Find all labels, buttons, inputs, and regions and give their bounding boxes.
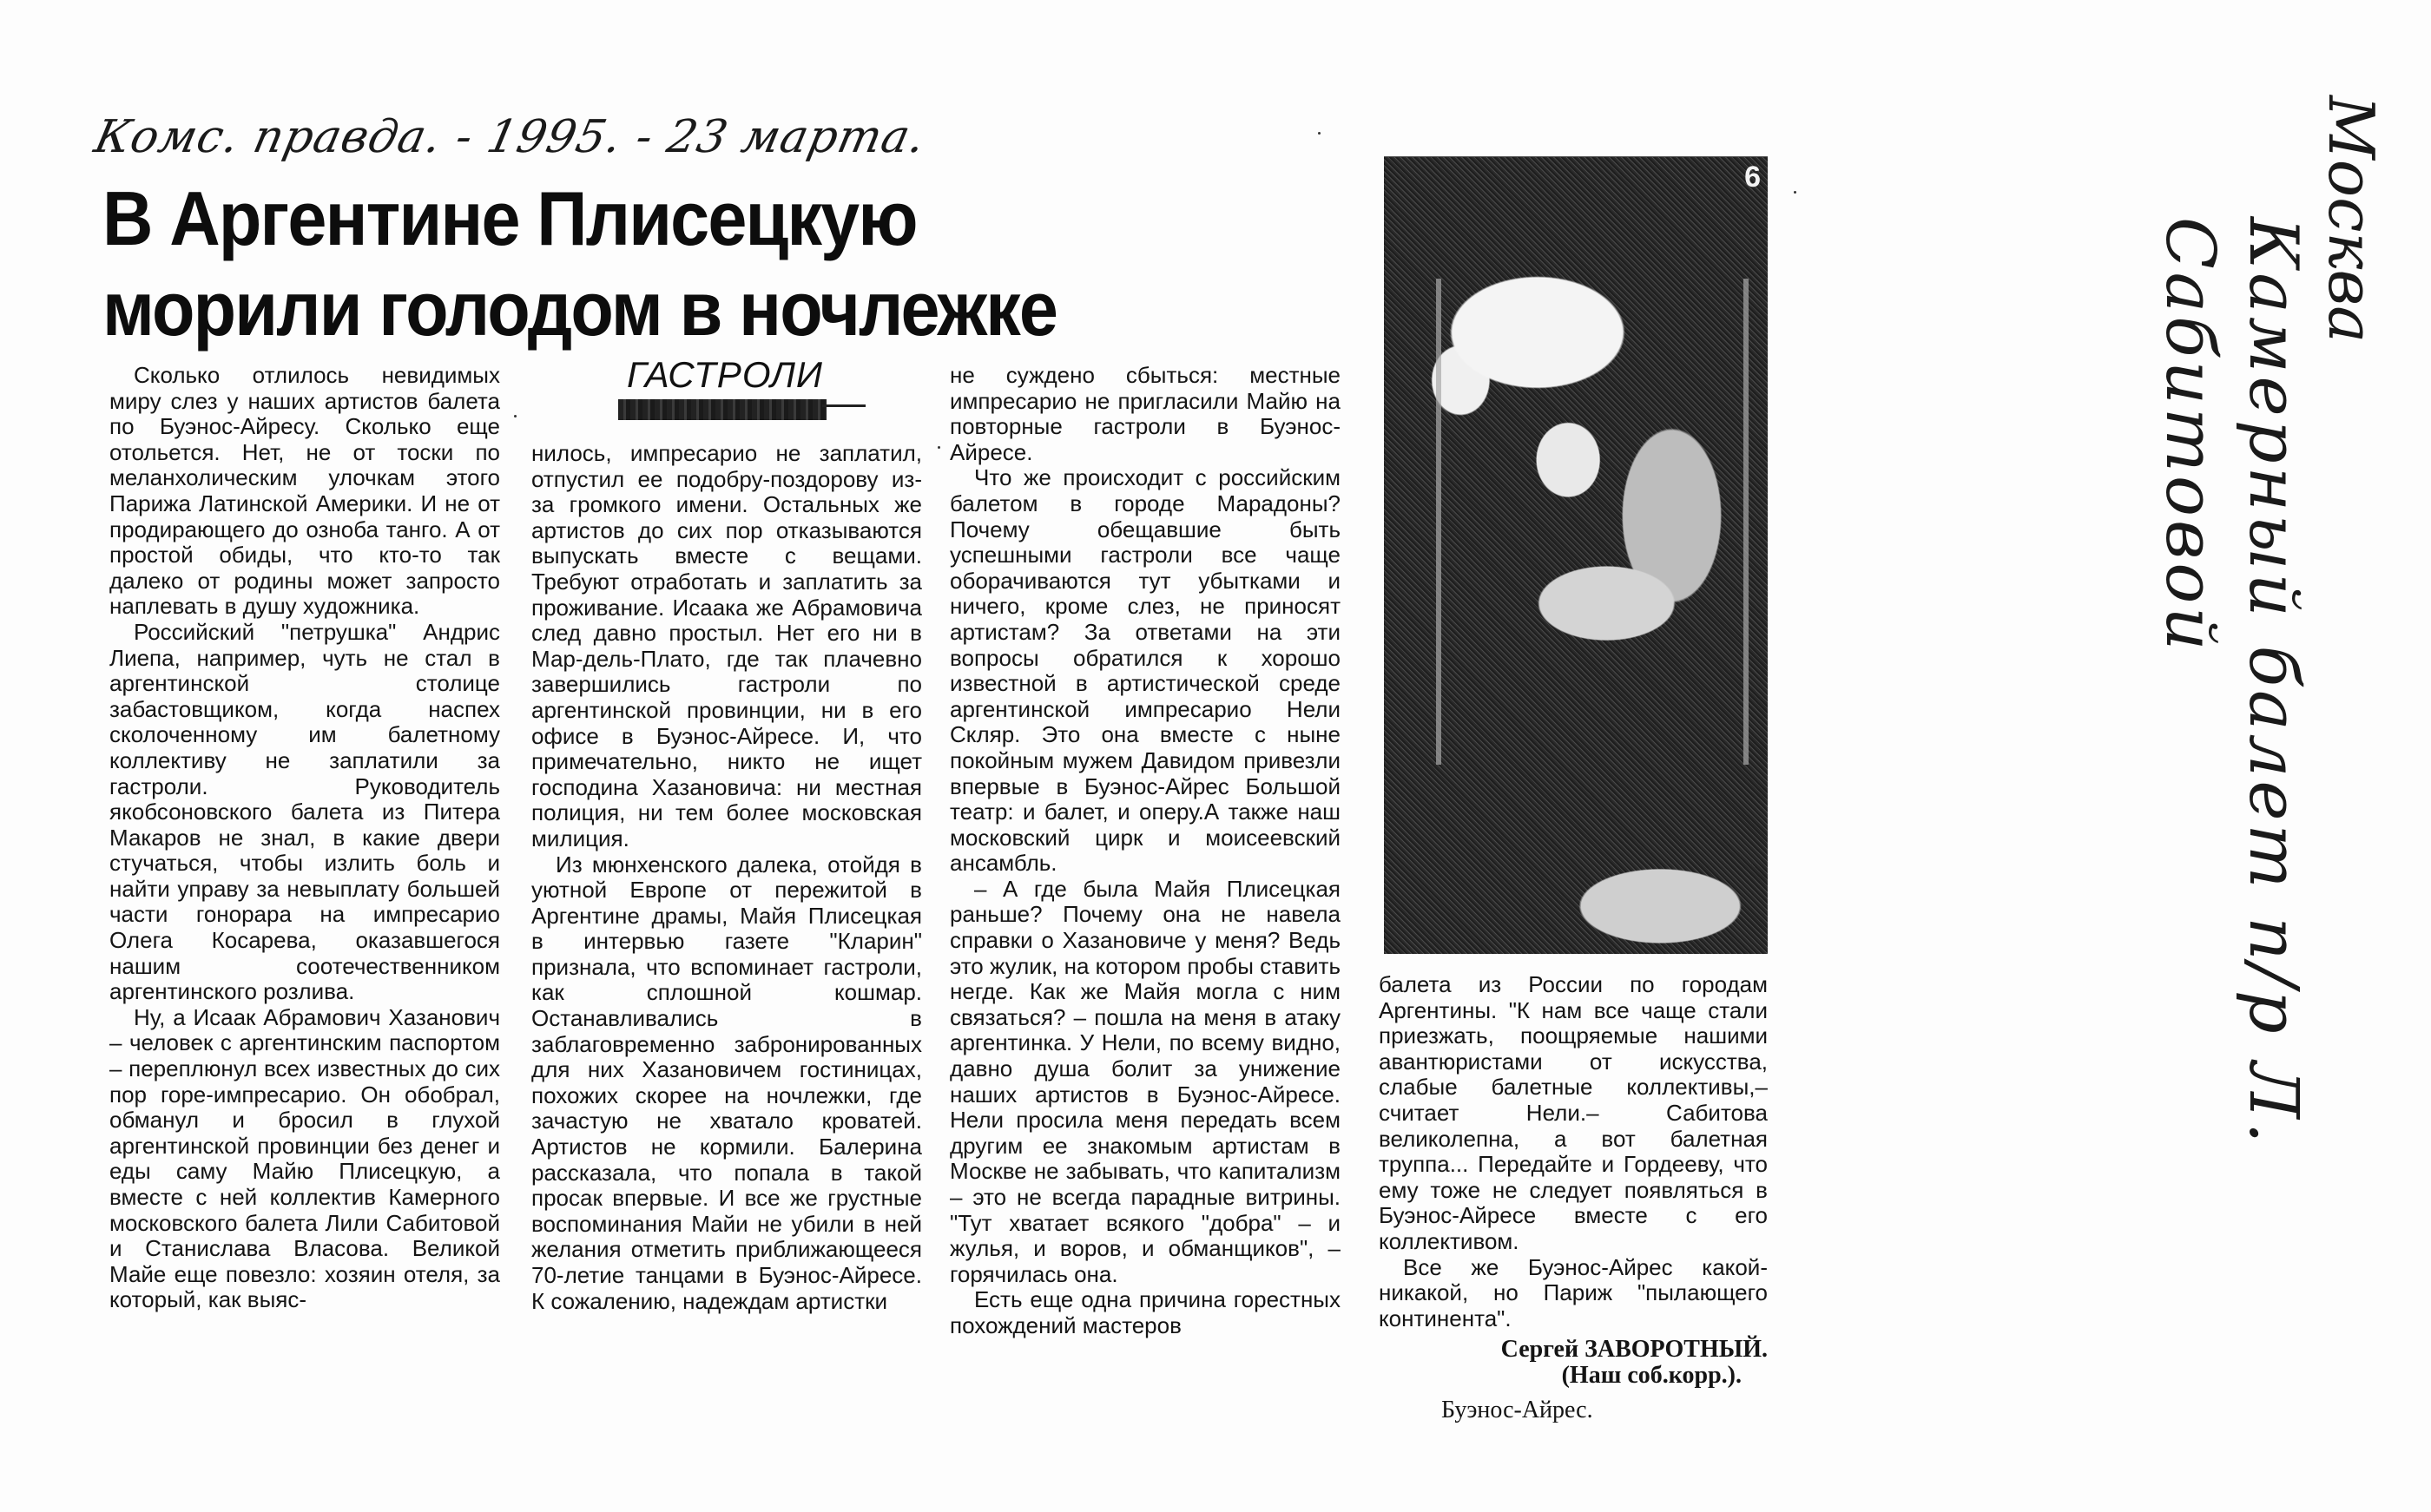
paragraph: Что же происходит с российским балетом в городе Марадоны? Почему обещавшие быть успешными гастроли все чаще оборачиваются тут убытками и ничего, кроме слез, не приносят артистам? За ответами на эти вопросы обратился к хорошо известной в артистической среде аргентинской импресарио Нели Скляр. Это она вместе с ныне покойным мужем Давидом привезли впервые в Буэнос-Айрес Большой театр: и балет, и оперу.А также наш московский цирк и моисеевский ансамбль. (950, 464, 1341, 877)
paragraph: – А где была Майя Плисецкая раньше? Почему она не навела справки о Хазановиче у меня? Ведь это жулик, на котором пробы ставить негде. Как же Майя могла с ним связаться? – пошла на меня в атаку аргентинка. У Нели, по всему видно, давно душа болит за унижение наших артистов в Буэнос-Айресе. Нели просила меня передать всем другим ее знакомым артистам в Москве не забывать, что капитализм – это не всегда парадные витрины. "Тут хватает всякого "добра" – и жулья, и воров, и обманщиков", – горячилась она. (950, 875, 1341, 1287)
rubric-underline (822, 404, 866, 407)
paragraph: нилось, импресарио не заплатил, отпустил ее подобру-поздорову из-за громкого имени. Остальных же артистов до сих пор отказываются выпускать вместе с вещами. Требуют отработать и заплатить за проживание. Исаака же Абрамовича след давно простыл. Нет его ни в Мар-дель-Плато, где так плачевно завершились гастроли по аргентинской провинции, ни в его офисе в Буэнос-Айресе. И, что примечательно, никто не ищет господина Хазановича: ни местная полиция, ни тем более московская милиция. (531, 440, 922, 851)
byline-author: Сергей ЗАВОРОТНЫЙ. (1500, 1336, 1768, 1364)
paragraph: Есть еще одна причина горестных похождений мастеров (950, 1286, 1341, 1338)
photo-number: 6 (1744, 161, 1761, 194)
paragraph: Российский "петрушка" Андрис Лиепа, например, чуть не стал в аргентинской столице забастовщиком, когда наспех сколоченному им балетному коллективу не заплатили за гастроли. Руководитель якобсоновского балета из Питера Макаров не знал, в какие двери стучаться, чтобы излить боль и найти управу за невыплату большей части гонорара на импресарио Олега Косарева, оказавшегося нашим соотечественником аргентинского розлива. (109, 618, 500, 1005)
margin-note-line-1: Москва (2315, 95, 2388, 344)
article-column-2 (531, 441, 922, 1314)
margin-note-line-2: Камерный балет п/р Л. Сабитовой (2151, 217, 2312, 1147)
byline-city: Буэнос-Айрес. (1441, 1396, 1593, 1423)
photo-detail (1743, 279, 1749, 765)
paragraph: Ну, а Исаак Абрамович Хазанович – человек с аргентинским паспортом – переплюнул всех известных до сих пор горе-импресарио. Он обобрал, обманул и бросил в глухой аргентинской провинции без денег и еды саму Майю Плисецкую, а вместе с ней коллектив Камерного московского балета Лили Сабитовой и Станислава Власова. Великой Майе еще повезло: хозяин отеля, за который, как выяс- (109, 1003, 500, 1313)
rubric-bar (618, 399, 827, 420)
paragraph: Из мюнхенского далека, отойдя в уютной Европе от пережитой в Аргентине драмы, Майя Плисецкая в интервью газете "Кларин" признала, что вспоминает гастроли, как сплошной кошмар. Останавливались в заблаговременно забронированных для них Хазановичем гостиницах, похожих скорее на ночлежки, где зачастую не хватало кроватей. Артистов не кормили. Балерина рассказала, что попала в такой просак впервые. И все же грустные воспоминания Майи не убили в ней желания отметить приближающееся 70-летие танцами в Буэнос-Айресе. К сожалению, надеждам артистки (531, 851, 922, 1314)
article-column-1 (109, 363, 500, 1313)
paragraph: балета из России по городам Аргентины. "К нам все чаще стали приезжать, поощряемые нашими авантюристами от искусства, слабые балетные коллективы,– считает Нели.– Сабитова великолепна, а вот балетная труппа... Передайте и Гордееву, что ему тоже не следует появляться в Буэнос-Айресе вместе с его коллективом. (1379, 971, 1768, 1254)
handwritten-margin-note (2151, 95, 2388, 1432)
rubric-label: ГАСТРОЛИ (627, 354, 823, 395)
paragraph: Сколько отлилось невидимых миру слез у наших артистов балета по Буэнос-Айресу. Сколько еще отольется. Нет, не от тоски по меланхолическим улочкам этого Парижа Латинской Америки. И не от продирающего до озноба танго. А от простой обиды, что кто-то так далеко от родины может запросто наплевать в душу художника. (109, 362, 500, 620)
article-photo (1384, 156, 1768, 954)
photo-detail (1436, 279, 1441, 765)
headline (102, 174, 1221, 354)
article-column-4 (1379, 972, 1768, 1423)
paragraph: Все же Буэнос-Айрес какой-никакой, но Париж "пылающего континента". (1379, 1253, 1768, 1331)
headline-line-1: В Аргентине Плисецкую (102, 175, 917, 261)
handwritten-source-note: Комс. правда. - 1995. - 23 марта. (89, 111, 931, 163)
article-column-3 (950, 363, 1341, 1339)
headline-line-2: морили голодом в ночлежке (102, 266, 1057, 352)
scan-speck (514, 415, 517, 417)
scan-speck (938, 446, 940, 449)
paragraph: не суждено сбыться: местные импресарио не пригласили Майю на повторные гастроли в Буэнос-Айресе. (950, 362, 1341, 465)
scan-speck (1794, 191, 1796, 194)
byline-affiliation: (Наш соб.корр.). (1561, 1361, 1742, 1389)
rubric (618, 354, 844, 420)
scan-speck (1318, 132, 1321, 135)
